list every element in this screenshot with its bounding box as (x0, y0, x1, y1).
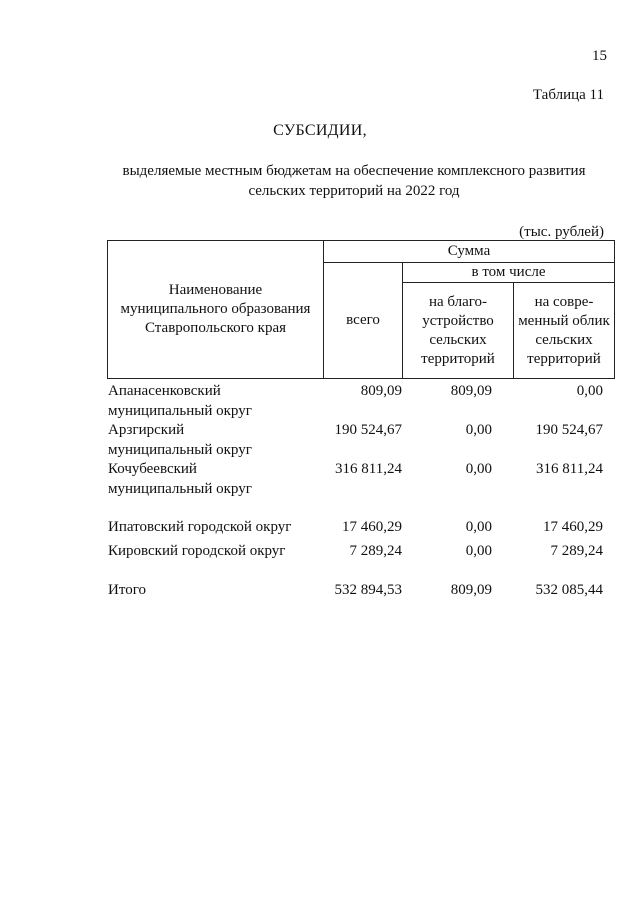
header-modern-line: сельских (535, 331, 593, 348)
header-improvement-line: сельских (429, 331, 487, 348)
row-modern: 316 811,24 (536, 461, 603, 477)
header-modern-line: на совре- (534, 293, 594, 310)
document-title: СУБСИДИИ, (273, 122, 367, 139)
row-name-line: Апанасенковский (108, 383, 221, 399)
row-improvement: 0,00 (465, 422, 492, 438)
row-name (108, 459, 323, 499)
row-name-line: муниципальный округ (108, 442, 252, 458)
header-name-line: муниципального образования (120, 301, 311, 317)
row-name (108, 420, 323, 460)
total-row-improvement: 809,09 (450, 582, 492, 598)
header-including: в том числе (403, 263, 615, 283)
subtitle-line-1: выделяемые местным бюджетам на обеспечение комплексного развития (122, 163, 586, 179)
document-subtitle (110, 161, 598, 201)
row-modern: 190 524,67 (535, 422, 603, 438)
subtitle-line-2: сельских территорий на 2022 год (248, 183, 460, 199)
header-total: всего (324, 263, 403, 379)
row-name: Кировский городской округ (108, 543, 286, 559)
header-sum: Сумма (324, 241, 615, 263)
row-improvement: 809,09 (450, 383, 492, 399)
header-name-column (108, 241, 324, 379)
row-improvement: 0,00 (465, 543, 492, 559)
row-name-line: муниципальный округ (108, 403, 252, 419)
row-total: 809,09 (360, 383, 402, 399)
table-header (107, 240, 615, 379)
row-name-line: Арзгирский (108, 422, 185, 438)
header-improvement (403, 283, 514, 379)
header-improvement-line: устройство (422, 312, 494, 329)
row-modern: 17 460,29 (543, 519, 603, 535)
row-name: Ипатовский городской округ (108, 519, 292, 535)
header-name-line: Ставропольского края (145, 320, 286, 336)
header-improvement-line: территорий (421, 350, 495, 367)
row-improvement: 0,00 (465, 461, 492, 477)
page-number: 15 (592, 48, 607, 64)
header-name-line: Наименование (168, 282, 263, 298)
row-name-line: муниципальный округ (108, 481, 252, 497)
row-total: 7 289,24 (349, 543, 402, 559)
header-modern (514, 283, 615, 379)
row-improvement: 0,00 (465, 519, 492, 535)
header-modern-line: территорий (527, 350, 601, 367)
total-row-total: 532 894,53 (334, 582, 402, 598)
total-row-name: Итого (108, 582, 146, 598)
total-row-modern: 532 085,44 (535, 582, 603, 598)
row-name (108, 381, 323, 421)
row-modern: 0,00 (576, 383, 603, 399)
row-total: 190 524,67 (334, 422, 402, 438)
header-modern-line: менный облик (518, 312, 610, 329)
table-label: Таблица 11 (532, 87, 604, 103)
row-total: 316 811,24 (335, 461, 402, 477)
row-modern: 7 289,24 (550, 543, 603, 559)
header-improvement-line: на благо- (428, 293, 488, 310)
units-label: (тыс. рублей) (519, 224, 604, 240)
row-total: 17 460,29 (342, 519, 402, 535)
row-name-line: Кочубеевский (108, 461, 197, 477)
